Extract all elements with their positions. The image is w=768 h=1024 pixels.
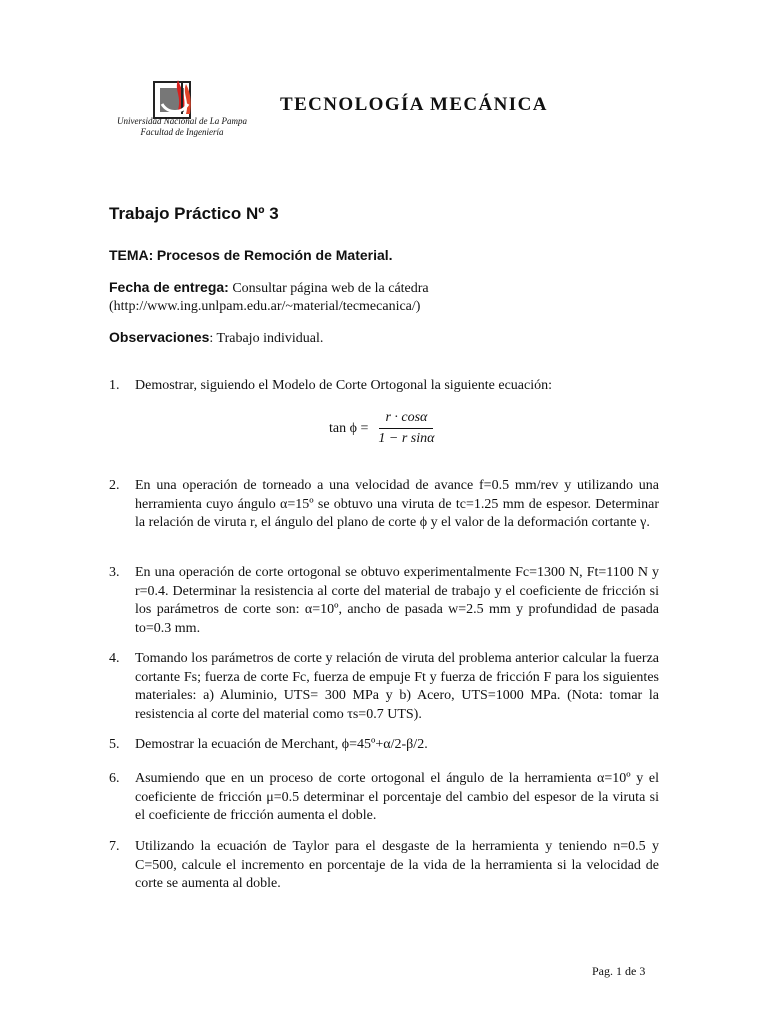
practice-title: Trabajo Práctico Nº 3 [109,204,279,223]
logo-university-name: Universidad Nacional de La Pampa [117,116,247,126]
item-text: Demostrar la ecuación de Merchant, ϕ=45º+α/2-β/2. [135,737,428,752]
item-text: En una operación de torneado a una velocidad de avance f=0.5 mm/rev y utilizando una herramienta cuyo ángulo α=15º se obtuvo una viruta de tc=1.25 mm de espesor. Determinar la relación de viruta r, el ángulo del plano de corte ϕ y el valor de la deformación cortante γ. [135,478,659,530]
item-4 [109,650,659,724]
fecha-url[interactable]: (http://www.ing.unlpam.edu.ar/~material/tecmecanica/) [109,299,421,314]
item-text: Demostrar, siguiendo el Modelo de Corte Ortogonal la siguiente ecuación: [135,378,552,393]
logo-faculty-name: Facultad de Ingeniería [140,127,224,137]
university-logo [112,50,252,140]
item-7 [109,838,659,894]
tema-value: Procesos de Remoción de Material. [156,247,393,263]
item-3 [109,564,659,638]
item-number: 3. [109,565,120,580]
tema-line [109,246,393,266]
equation-lhs: tan ϕ = [329,420,369,436]
equation-denominator: 1 − r sinα [378,431,435,446]
item-number: 1. [109,378,120,393]
observaciones-label: Observaciones [109,329,210,345]
item-text: Utilizando la ecuación de Taylor para el desgaste de la herramienta y teniendo n=0.5 y C=500, calcule el incremento en porcentaje de la vida de la herramienta si la velocidad de corte se aumenta al doble. [135,839,659,891]
item-text: Tomando los parámetros de corte y relación de viruta del problema anterior calcular la fuerza cortante Fs; fuerza de corte Fc, fuerza de empuje Ft y fuerza de fricción F para los siguientes materiales: a) Aluminio, UTS= 300 MPa y b) Acero, UTS=1000 MPa. (Nota: tomar la resistencia al corte del material como τs=0.7 UTS). [135,651,659,722]
item-text: En una operación de corte ortogonal se obtuvo experimentalmente Fc=1300 N, Ft=1100 N y r=0.4. Determinar la resistencia al corte del material de trabajo y el coeficiente de fricción si los parámetros de corte son: α=10º, ancho de pasada w=2.5 mm y profundidad de pasada to=0.3 mm. [135,565,659,636]
fecha-label: Fecha de entrega: [109,279,229,295]
observaciones-value: : Trabajo individual. [209,331,324,346]
item-5 [109,736,659,755]
item-2 [109,477,659,533]
page-number: Pag. 1 de 3 [592,964,646,978]
item-number: 7. [109,839,120,854]
item-number: 5. [109,737,120,752]
item-6 [109,770,659,826]
item-number: 6. [109,771,120,786]
observaciones-line [109,328,323,348]
fecha-line [109,278,429,316]
item-text: Asumiendo que en un proceso de corte ortogonal el ángulo de la herramienta α=10º y el coeficiente de fricción μ=0.5 determinar el porcentaje del cambio del espesor de la viruta si el coeficiente de fricción aumenta el doble. [135,771,659,823]
equation [329,410,440,447]
fecha-value: Consultar página web de la cátedra [232,281,429,296]
item-number: 4. [109,651,120,666]
tema-label: TEMA: [109,247,154,263]
course-title: TECNOLOGÍA MECÁNICA [280,94,548,115]
item-1 [109,377,659,396]
equation-numerator: r · cosα [379,410,433,429]
item-number: 2. [109,478,120,493]
